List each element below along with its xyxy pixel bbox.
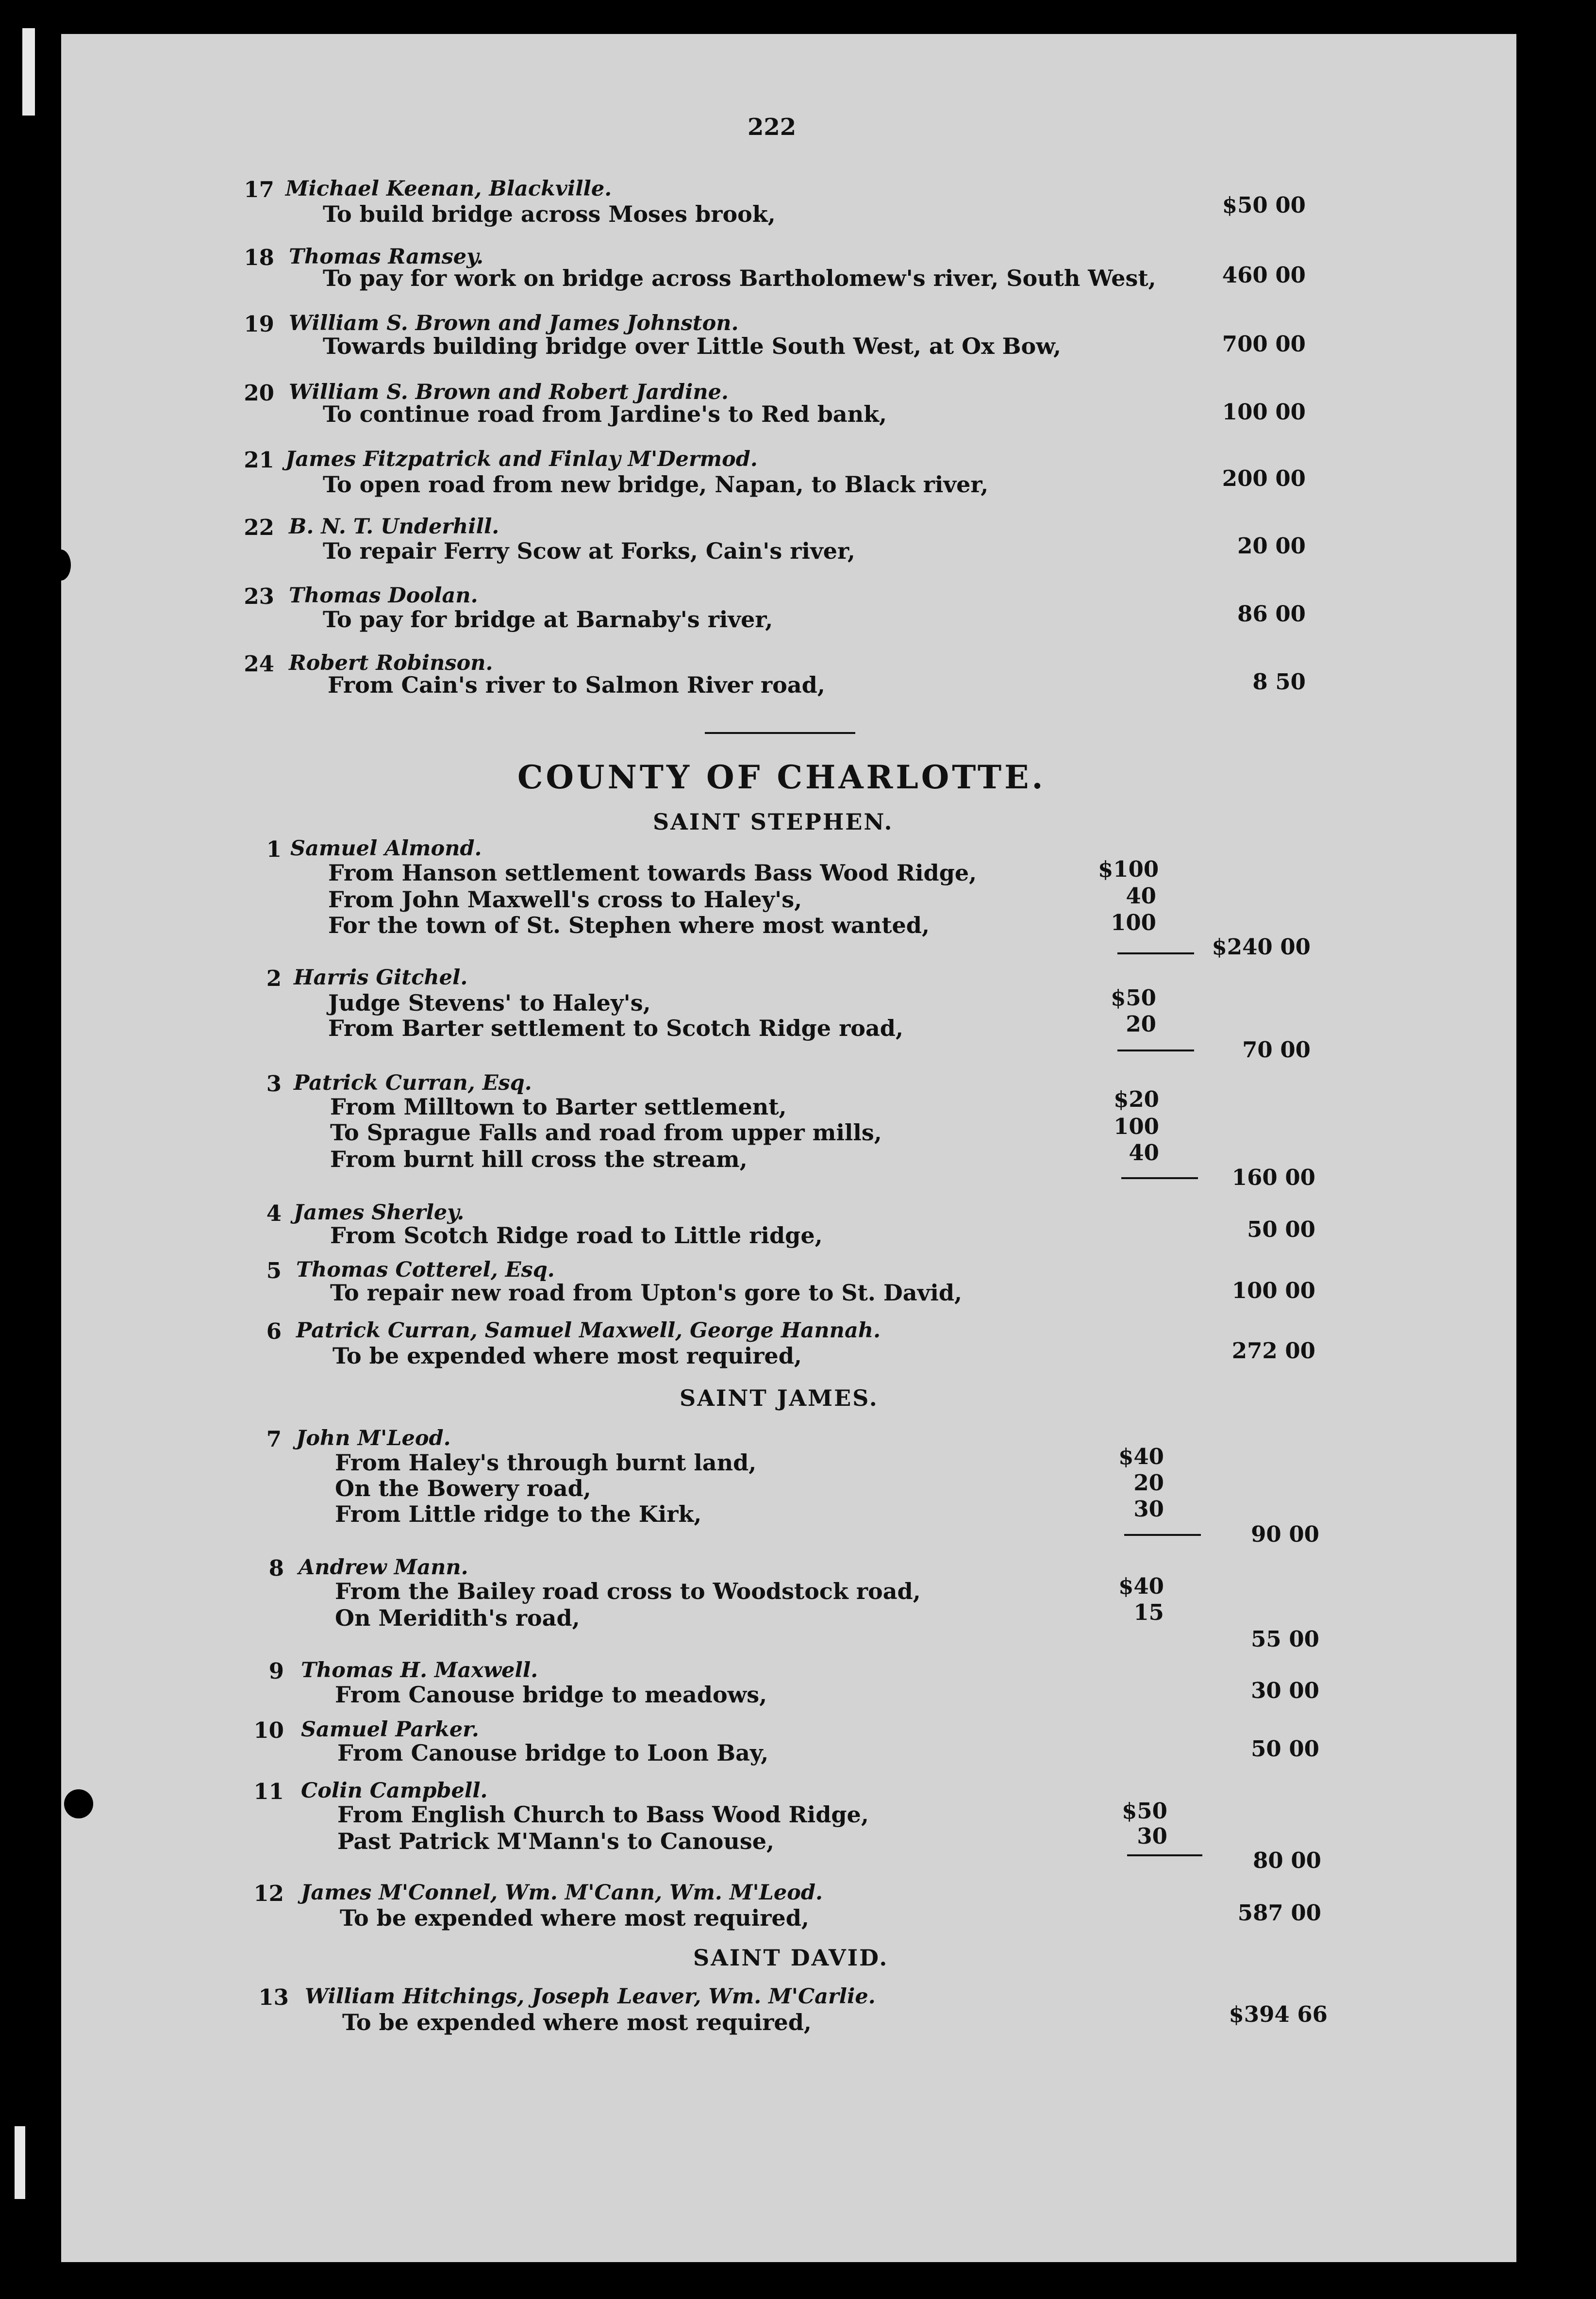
entry-name: Thomas H. Maxwell. (301, 1658, 538, 1683)
entry-name: Thomas Doolan. (289, 583, 478, 608)
entry-name: Colin Campbell. (301, 1779, 488, 1803)
entry-description: To pay for work on bridge across Bartholomew's river, South West, (323, 265, 1156, 291)
entry-amount: $50 00 (1222, 192, 1306, 218)
entry-description: From Canouse bridge to meadows, (335, 1682, 767, 1708)
entry-number: 3 (266, 1071, 282, 1097)
entry-amount: 700 00 (1222, 331, 1306, 357)
entry-subamount: 15 (1133, 1599, 1164, 1625)
entry-subamount: 30 (1137, 1823, 1167, 1849)
subtotal-rule (1117, 952, 1194, 954)
entry-description: To repair Ferry Scow at Forks, Cain's river, (323, 538, 855, 564)
subtotal-rule (1124, 1534, 1201, 1536)
entry-subamount: $40 (1118, 1444, 1164, 1469)
entry-number: 13 (258, 1984, 289, 2010)
entry-subamount: 100 (1111, 910, 1156, 935)
entry-subamount: 40 (1129, 1140, 1159, 1166)
entry-number: 23 (244, 583, 274, 609)
entry-name: Samuel Parker. (301, 1717, 479, 1742)
entry-subamount: 100 (1114, 1114, 1159, 1139)
entry-subamount: $50 (1122, 1798, 1167, 1824)
entry-amount: 100 00 (1222, 399, 1306, 425)
entry-description: Towards building bridge over Little South West, at Ox Bow, (323, 333, 1062, 359)
section-heading-saint-stephen: SAINT STEPHEN. (653, 809, 894, 835)
entry-number: 20 (244, 380, 274, 406)
entry-amount: 160 00 (1231, 1165, 1315, 1190)
entry-number: 12 (253, 1881, 284, 1906)
entry-name: Andrew Mann. (299, 1555, 468, 1580)
entry-name: James Sherley. (294, 1200, 465, 1225)
entry-description: To build bridge across Moses brook, (323, 201, 776, 227)
white-tab-top (22, 28, 35, 116)
page-number: 222 (748, 114, 797, 141)
entry-number: 21 (244, 447, 274, 473)
entry-number: 9 (268, 1658, 284, 1684)
entry-amount: 90 00 (1251, 1521, 1319, 1547)
entry-number: 7 (266, 1426, 282, 1452)
entry-amount: 80 00 (1253, 1848, 1321, 1873)
subtotal-rule (1121, 1177, 1198, 1179)
entry-number: 2 (266, 966, 282, 991)
entry-line: From Little ridge to the Kirk, (335, 1501, 702, 1527)
subtotal-rule (1127, 1854, 1202, 1856)
entry-name: John M'Leod. (296, 1426, 451, 1450)
entry-amount: $240 00 (1212, 934, 1311, 960)
entry-line: From Hanson settlement towards Bass Wood Ridge, (328, 860, 977, 886)
entry-name: Patrick Curran, Esq. (294, 1071, 532, 1095)
entry-line: From Milltown to Barter settlement, (330, 1094, 787, 1120)
entry-description: To be expended where most required, (342, 2009, 812, 2035)
entry-number: 11 (253, 1779, 284, 1804)
entry-line: Judge Stevens' to Haley's, (328, 990, 651, 1016)
entry-name: William S. Brown and James Johnston. (289, 311, 739, 335)
entry-number: 22 (244, 515, 274, 540)
entry-line: From burnt hill cross the stream, (330, 1146, 748, 1172)
entry-number: 5 (266, 1258, 282, 1283)
ink-blot-bottom (64, 1789, 93, 1818)
entry-amount: 100 00 (1231, 1278, 1315, 1303)
entry-line: From the Bailey road cross to Woodstock road, (335, 1578, 921, 1604)
entry-subamount: 20 (1133, 1470, 1164, 1496)
entry-name: Patrick Curran, Samuel Maxwell, George Hannah. (296, 1318, 881, 1343)
entry-amount: 55 00 (1251, 1626, 1319, 1652)
entry-line: From Barter settlement to Scotch Ridge road, (328, 1015, 903, 1041)
white-tab-bottom (15, 2126, 25, 2199)
entry-number: 1 (266, 836, 282, 862)
entry-subamount: $50 (1111, 985, 1156, 1011)
entry-name: Samuel Almond. (290, 836, 482, 861)
entry-name: William Hitchings, Joseph Leaver, Wm. M'Carlie. (305, 1984, 876, 2009)
entry-name: Michael Keenan, Blackville. (285, 177, 612, 201)
county-title: COUNTY OF CHARLOTTE. (517, 758, 1046, 796)
entry-number: 4 (266, 1200, 282, 1226)
entry-subamount: 30 (1133, 1496, 1164, 1522)
entry-amount: 272 00 (1231, 1338, 1315, 1364)
entry-subamount: 40 (1126, 883, 1156, 909)
entry-name: William S. Brown and Robert Jardine. (289, 380, 729, 404)
ink-blot-top (50, 550, 71, 581)
entry-line: Past Patrick M'Mann's to Canouse, (337, 1828, 775, 1854)
entry-amount: 8 50 (1252, 669, 1306, 695)
entry-number: 18 (244, 245, 274, 270)
entry-description: From Cain's river to Salmon River road, (328, 672, 825, 698)
entry-subamount: 20 (1126, 1011, 1156, 1037)
entry-name: Robert Robinson. (289, 651, 493, 675)
entry-description: To pay for bridge at Barnaby's river, (323, 606, 773, 633)
entry-description: From Canouse bridge to Loon Bay, (337, 1740, 769, 1766)
entry-line: From John Maxwell's cross to Haley's, (328, 886, 802, 913)
entry-name: James Fitzpatrick and Finlay M'Dermod. (285, 447, 758, 471)
entry-number: 8 (268, 1555, 284, 1581)
entry-number: 6 (266, 1318, 282, 1344)
entry-number: 24 (244, 651, 274, 677)
entry-amount: 86 00 (1237, 601, 1306, 627)
entry-description: To open road from new bridge, Napan, to Black river, (323, 471, 989, 498)
entry-name: B. N. T. Underhill. (289, 515, 499, 539)
entry-amount: 30 00 (1251, 1678, 1319, 1703)
entry-subamount: $40 (1118, 1573, 1164, 1599)
entry-line: On Meridith's road, (335, 1605, 580, 1631)
entry-amount: 50 00 (1251, 1736, 1319, 1762)
entry-description: To continue road from Jardine's to Red bank, (323, 401, 887, 427)
entry-subamount: $20 (1114, 1086, 1159, 1112)
entry-name: Thomas Ramsey. (289, 245, 484, 269)
entry-amount: 460 00 (1222, 262, 1306, 288)
entry-description: To be expended where most required, (332, 1343, 802, 1369)
entry-number: 17 (244, 177, 274, 202)
entry-name: Harris Gitchel. (294, 966, 468, 990)
subtotal-rule (1117, 1050, 1194, 1051)
entry-line: From English Church to Bass Wood Ridge, (337, 1801, 869, 1828)
entry-amount: $394 66 (1229, 2001, 1328, 2027)
entry-description: To be expended where most required, (340, 1905, 809, 1931)
entry-amount: 50 00 (1247, 1216, 1315, 1242)
entry-line: For the town of St. Stephen where most wanted, (328, 912, 930, 938)
entry-description: From Scotch Ridge road to Little ridge, (330, 1222, 823, 1249)
entry-line: On the Bowery road, (335, 1475, 591, 1501)
entry-number: 19 (244, 311, 274, 337)
entry-amount: 70 00 (1242, 1037, 1311, 1063)
entry-number: 10 (253, 1717, 284, 1743)
entry-amount: 200 00 (1222, 466, 1306, 491)
entry-name: James M'Connel, Wm. M'Cann, Wm. M'Leod. (301, 1881, 823, 1905)
entry-subamount: $100 (1098, 856, 1159, 882)
entry-line: To Sprague Falls and road from upper mills, (330, 1119, 882, 1146)
entry-name: Thomas Cotterel, Esq. (296, 1258, 555, 1282)
entry-amount: 587 00 (1237, 1900, 1321, 1926)
entry-line: From Haley's through burnt land, (335, 1449, 757, 1476)
section-heading-saint-james: SAINT JAMES. (680, 1385, 879, 1411)
entry-amount: 20 00 (1237, 533, 1306, 559)
section-heading-saint-david: SAINT DAVID. (693, 1945, 889, 1971)
entry-description: To repair new road from Upton's gore to St. David, (330, 1280, 962, 1306)
section-divider (705, 732, 855, 734)
